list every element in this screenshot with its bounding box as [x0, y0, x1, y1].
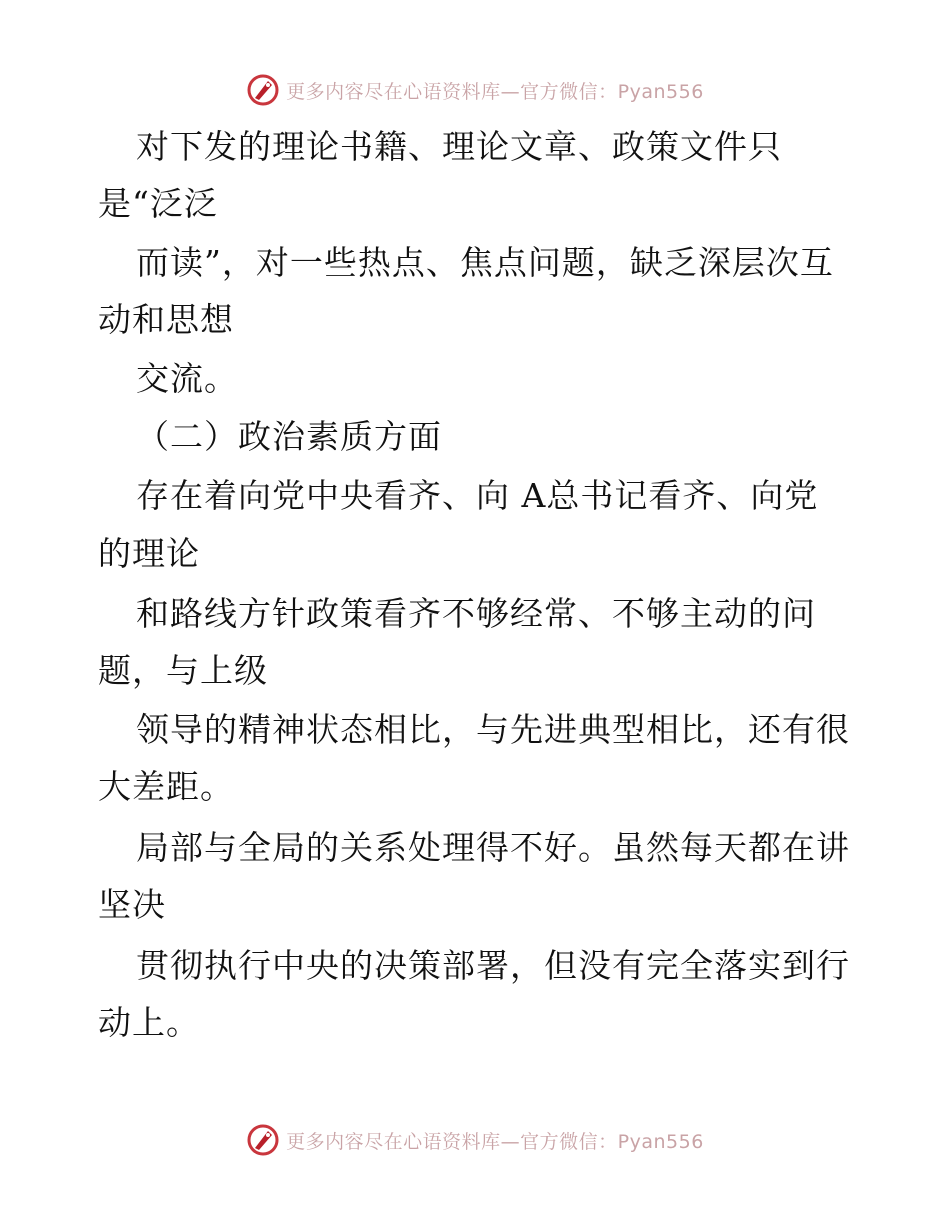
paragraph-line: 存在着向党中央看齐、向 A总书记看齐、向党: [136, 476, 819, 515]
paragraph-line: 动上。: [98, 1003, 200, 1042]
paragraph-line: 是“泛泛: [98, 184, 218, 223]
paragraph-line: 和路线方针政策看齐不够经常、不够主动的问: [136, 594, 816, 633]
paragraph-line: 贯彻执行中央的决策部署，但没有完全落实到行: [136, 946, 850, 985]
paragraph-line: 大差距。: [98, 767, 234, 806]
header-watermark: [0, 70, 950, 110]
pen-logo-icon: [246, 1123, 280, 1157]
paragraph-line: 的理论: [98, 534, 200, 573]
paragraph-line: 局部与全局的关系处理得不好。虽然每天都在讲: [136, 828, 850, 867]
footer-watermark: [0, 1120, 950, 1160]
paragraph-line: 交流。: [136, 359, 238, 398]
paragraph-line: 领导的精神状态相比，与先进典型相比，还有很: [136, 710, 850, 749]
watermark-text: 更多内容尽在心语资料库—官方微信：Pyan556: [286, 80, 704, 103]
section-heading: （二）政治素质方面: [136, 417, 442, 456]
watermark-text: 更多内容尽在心语资料库—官方微信：Pyan556: [286, 1130, 704, 1153]
paragraph-line: 动和思想: [98, 300, 234, 339]
paragraph-line: 对下发的理论书籍、理论文章、政策文件只: [136, 127, 782, 166]
paragraph-line: 题，与上级: [98, 651, 268, 690]
paragraph-line: 坚决: [98, 885, 166, 924]
pen-logo-icon: [246, 73, 280, 107]
paragraph-line: 而读”，对一些热点、焦点问题，缺乏深层次互: [136, 243, 834, 282]
